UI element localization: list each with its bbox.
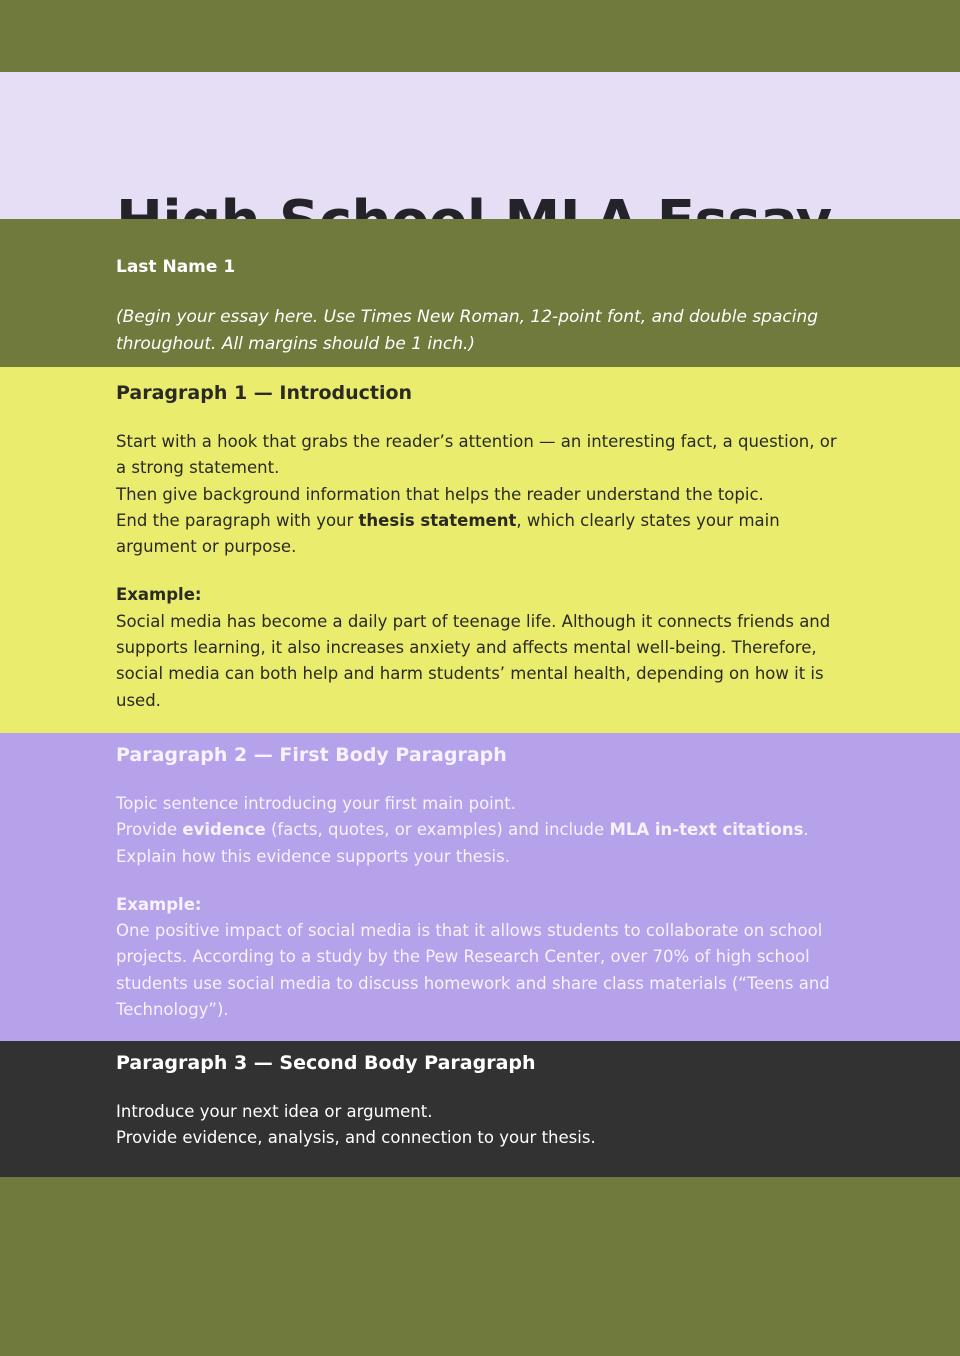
citations-emphasis: MLA in-text citations [609, 820, 804, 840]
paragraph-2-section [0, 733, 960, 1041]
text: . [803, 820, 809, 840]
text: (facts, quotes, or examples) and include [265, 820, 610, 840]
paragraph-2-line-3: Explain how this evidence supports your thesis. [116, 846, 510, 866]
evidence-emphasis: evidence [182, 820, 266, 840]
title-band [0, 72, 960, 219]
paragraph-1-heading: Paragraph 1 — Introduction [116, 382, 413, 404]
header-section [0, 219, 960, 367]
paragraph-1-line-1: Start with a hook that grabs the reader’s attention — an interesting fact, a question, or a strong statement. [116, 432, 837, 478]
last-name-line: Last Name 1 [116, 257, 236, 277]
paragraph-3-line-2: Provide evidence, analysis, and connection to your thesis. [116, 1128, 596, 1148]
paragraph-2-example-label: Example: [116, 894, 202, 914]
text: End the paragraph with your [116, 510, 359, 530]
text: Provide [116, 820, 183, 840]
bottom-band [0, 1177, 960, 1356]
top-band [0, 0, 960, 72]
paragraph-1-section [0, 367, 960, 733]
paragraph-3-line-1: Introduce your next idea or argument. [116, 1102, 433, 1121]
paragraph-2-example-text: One positive impact of social media is that it allows students to collaborate on school projects. According to a study by the Pew Research Center, over 70% of high school students use social media to discuss homework and share class materials (“Teens and Technology”). [116, 921, 830, 1020]
paragraph-1-example-text: Social media has become a daily part of teenage life. Although it connects friends and supports learning, it also increases anxiety and affects mental well-being. Therefore, social media can both help and harm students’ mental health, depending on how it is used. [116, 611, 831, 710]
paragraph-1-line-3 [116, 508, 844, 561]
instructions-text: (Begin your essay here. Use Times New Roman, 12-point font, and double spacing throughout. All margins should be 1 inch.) [116, 307, 819, 354]
paragraph-1-line-2: Then give background information that helps the reader understand the topic. [116, 484, 764, 504]
paragraph-3-heading: Paragraph 3 — Second Body Paragraph [116, 1052, 536, 1074]
paragraph-2-heading: Paragraph 2 — First Body Paragraph [116, 744, 507, 766]
paragraph-2-line-1: Topic sentence introducing your first main point. [116, 794, 516, 813]
paragraph-2-line-2 [116, 817, 844, 843]
text: , which clearly states your main argument or purpose. [116, 510, 780, 557]
paragraph-3-section [0, 1041, 960, 1177]
thesis-statement-emphasis: thesis statement [358, 510, 517, 530]
paragraph-1-example-label: Example: [116, 585, 202, 605]
